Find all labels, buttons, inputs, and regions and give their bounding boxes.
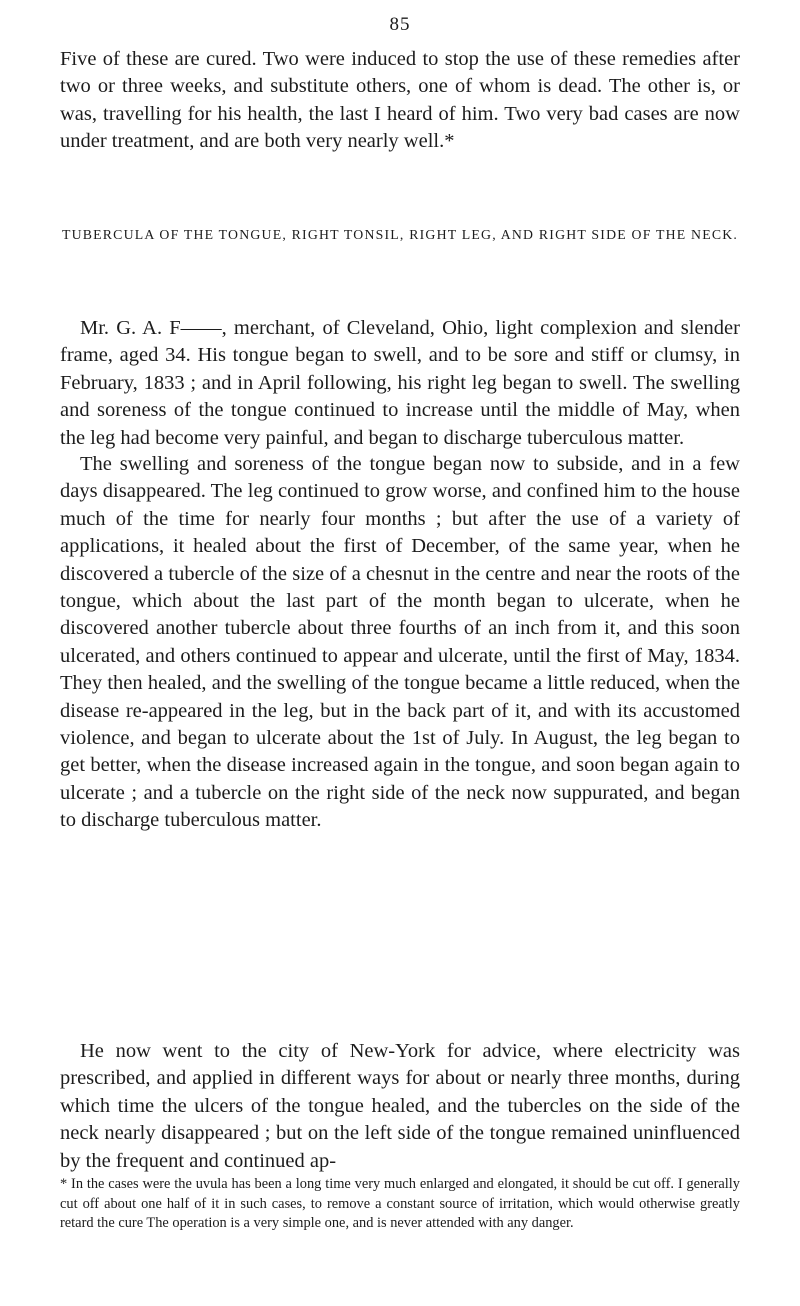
book-page xyxy=(60,0,740,1306)
page-number: 85 xyxy=(389,14,411,35)
footnote: * In the cases were the uvula has been a long time very much enlarged and elongated, it should be cut off. I generally cut off about one half of it in such cases, to remove a constant source of irritation, which would otherwise greatly retard the cure The operation is a very simple one, and is never attended with any danger. xyxy=(60,1176,740,1232)
case-paragraph-3: He now went to the city of New-York for advice, where electricity was prescribed, and applied in different ways for about or nearly three months, during which time the ulcers of the tongue healed, and the tubercles on the side of the neck nearly disappeared ; but on the left side of the tongue remained uninfluenced by the frequent and continued ap- xyxy=(60,1040,740,1172)
section-heading: TUBERCULA OF THE TONGUE, RIGHT TONSIL, RIGHT LEG, AND RIGHT SIDE OF THE NECK. xyxy=(61,227,739,242)
case-paragraph-1: Mr. G. A. F——, merchant, of Cleveland, Ohio, light complexion and slender frame, aged 34. His tongue began to swell, and to be sore and stiff or clumsy, in February, 1833 ; and in April following, his right leg began to swell. The swelling and soreness of the tongue continued to increase until the middle of May, when the leg had become very painful, and began to discharge tuberculous matter. xyxy=(60,317,740,449)
case-paragraph-2: The swelling and soreness of the tongue began now to subside, and in a few days disappeared. The leg continued to grow worse, and confined him to the house much of the time for nearly four months ; but after the use of a variety of applications, it healed about the first of December, of the same year, when he discovered a tubercle of the size of a chesnut in the centre and near the roots of the tongue, which about the last part of the month began to ulcerate, when he discovered another tubercle about three fourths of an inch from it, and this soon ulcerated, and others continued to appear and ulcerate, until the first of May, 1834. They then healed, and the swelling of the tongue became a little reduced, when the disease re-appeared in the leg, but in the back part of it, and with its accustomed violence, and began to ulcerate about the 1st of July. In August, the leg began to get better, when the disease increased again in the tongue, and soon began again to ulcerate ; and a tubercle on the right side of the neck now suppurated, and began to discharge tuberculous matter. xyxy=(60,453,740,832)
intro-paragraph: Five of these are cured. Two were induced to stop the use of these remedies after two or three weeks, and substitute others, one of whom is dead. The other is, or was, travelling for his health, the last I heard of him. Two very bad cases are now under treatment, and are both very nearly well.* xyxy=(60,48,740,153)
